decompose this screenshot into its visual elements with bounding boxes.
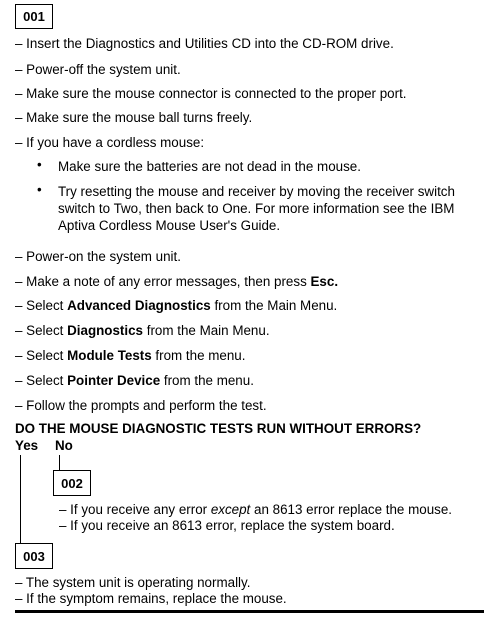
- no-branch-replace-mouse: – If you receive any error except an 8613 error replace the mouse.: [59, 502, 453, 517]
- instruction-cordless-mouse: – If you have a cordless mouse:: [15, 135, 205, 150]
- bottom-rule: [15, 610, 484, 613]
- yes-branch-normal: – The system unit is operating normally.: [15, 575, 251, 590]
- step-003-label: 003: [23, 548, 45, 564]
- instruction-insert-cd: – Insert the Diagnostics and Utilities CD into the CD-ROM drive.: [15, 36, 394, 51]
- instruction-select-pointer: – Select Pointer Device from the menu.: [15, 373, 254, 388]
- no-branch-replace-board: – If you receive an 8613 error, replace the system board.: [59, 518, 395, 533]
- instruction-mouse-connector: – Make sure the mouse connector is connected to the proper port.: [15, 86, 407, 101]
- bullet-reset-line-2: switch to Two, then back to One. For more information see the IBM: [58, 201, 455, 216]
- bullet-batteries: Make sure the batteries are not dead in the mouse.: [58, 159, 361, 174]
- step-003-box: [15, 543, 53, 569]
- yes-branch-replace-mouse: – If the symptom remains, replace the mouse.: [15, 591, 287, 606]
- no-branch-line: [59, 455, 60, 471]
- instruction-select-advanced: – Select Advanced Diagnostics from the Main Menu.: [15, 298, 338, 313]
- bullet-reset-line-3: Aptiva Cordless Mouse User's Guide.: [58, 218, 281, 233]
- step-002-label: 002: [61, 475, 83, 491]
- yes-label: Yes: [15, 438, 39, 453]
- decision-question: DO THE MOUSE DIAGNOSTIC TESTS RUN WITHOUT ERRORS?: [15, 421, 422, 436]
- instruction-select-module-tests: – Select Module Tests from the menu.: [15, 348, 246, 363]
- bullet-dot-icon: •: [37, 182, 42, 197]
- instruction-note-errors: – Make a note of any error messages, then press Esc.: [15, 274, 339, 289]
- instruction-power-off: – Power-off the system unit.: [15, 62, 181, 77]
- instruction-select-diagnostics: – Select Diagnostics from the Main Menu.: [15, 323, 270, 338]
- no-label: No: [55, 438, 73, 453]
- step-002-box: [53, 470, 91, 496]
- bullet-reset-line-1: Try resetting the mouse and receiver by moving the receiver switch: [58, 184, 455, 199]
- instruction-follow-prompts: – Follow the prompts and perform the test.: [15, 398, 267, 413]
- instruction-mouse-ball: – Make sure the mouse ball turns freely.: [15, 110, 253, 125]
- yes-branch-line: [20, 455, 21, 544]
- instruction-power-on: – Power-on the system unit.: [15, 249, 181, 264]
- step-001-label: 001: [23, 9, 45, 24]
- bullet-dot-icon: •: [37, 157, 42, 172]
- step-001-box: [15, 4, 53, 29]
